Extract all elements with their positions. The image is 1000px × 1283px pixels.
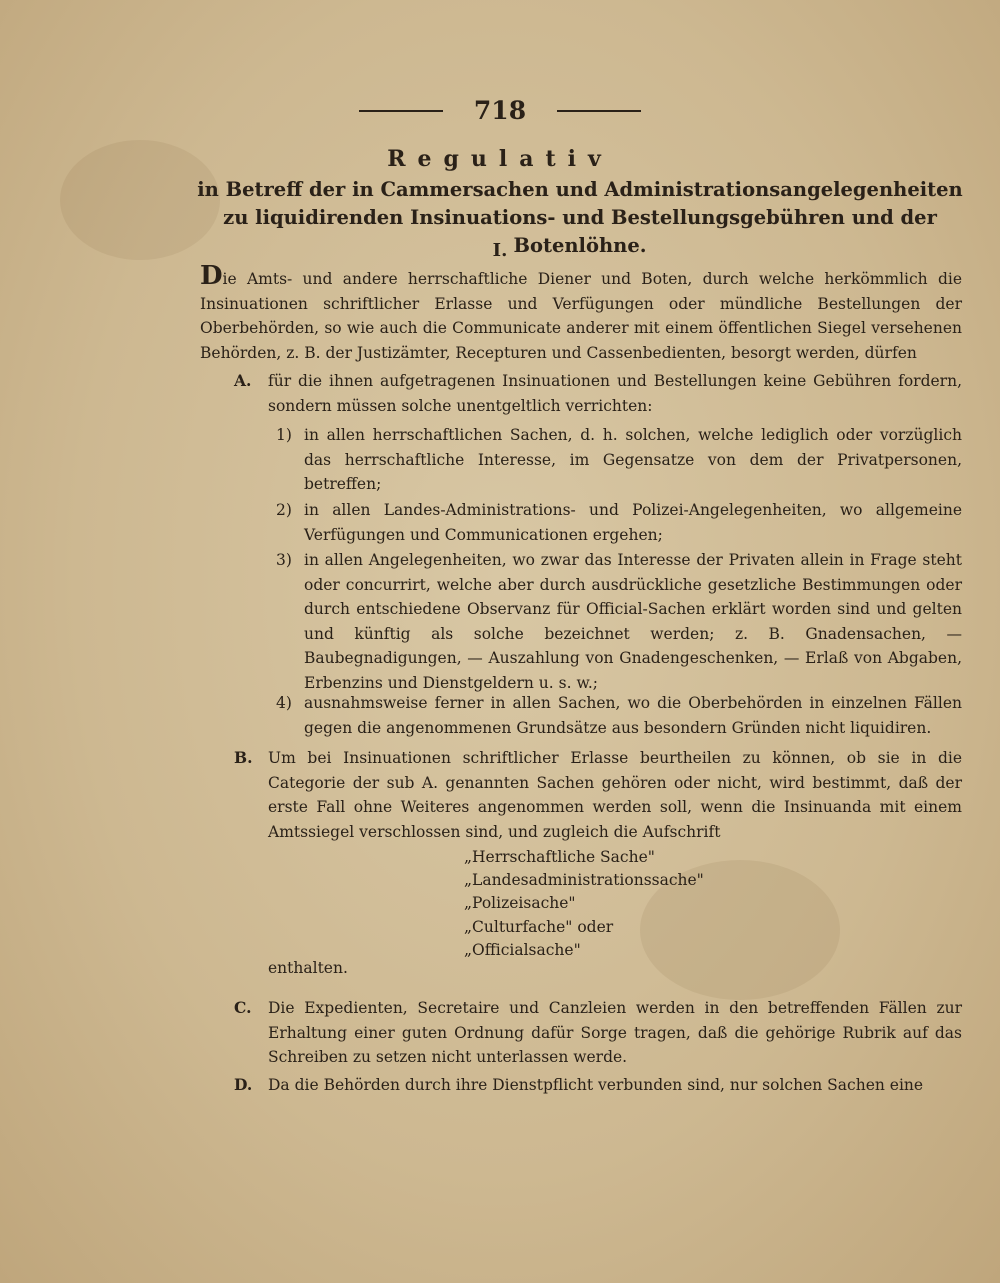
subitem-2-label: 2) (276, 501, 292, 519)
page-number: 718 (473, 96, 527, 125)
subitem-1-text: in allen herrschaftlichen Sachen, d. h. solchen, welche lediglich oder vorzüglich das herrschaftliche Interesse, im Gegensatze von dem der Privatpersonen, betreffen; (304, 426, 962, 494)
item-b-text: Um bei Insinuationen schriftlicher Erlasse beurtheilen zu können, ob sie in die Categorie der sub A. genannten Sachen gehören oder nicht, wird bestimmt, daß der erste Fall ohne Weiteres angenommen werden soll, wenn die Insinuanda mit einem Amtssiegel verschlossen sind, und zugleich die Aufschrift (268, 749, 962, 841)
header-rule-right (557, 110, 641, 112)
subitem-4-text: ausnahmsweise ferner in allen Sachen, wo die Oberbehörden in einzelnen Fällen gegen die angenommenen Grundsätze aus besondern Gründen nicht liquidiren. (304, 694, 962, 737)
rubric-item: „Polizeisache" (464, 894, 576, 913)
intro-paragraph (200, 261, 962, 365)
drop-cap: D (200, 261, 223, 291)
subitem-4-label: 4) (276, 694, 292, 712)
item-a-text: für die ihnen aufgetragenen Insinuationen und Bestellungen keine Gebühren fordern, sondern müssen solche unentgeltlich verrichten: (268, 372, 962, 415)
subitem-2-text: in allen Landes-Administrations- und Polizei-Angelegenheiten, wo allgemeine Verfügungen und Communicationen ergehen; (304, 501, 962, 544)
rubric-item: „Herrschaftliche Sache" (464, 848, 655, 866)
intro-text: ie Amts- und andere herrschaftliche Diener und Boten, durch welche herkömmlich die Insinuationen schriftlicher Erlasse und Verfügungen oder mündliche Bestellungen der Oberbehörden, so wie auch die Communicate anderer mit einem öffentlichen Siegel versehenen Behörden, z. B. der Justizämter, Recepturen und Cassenbedienten, besorgt werden, dürfen (200, 270, 962, 362)
item-c-text: Die Expedienten, Secretaire und Canzleien werden in den betreffenden Fällen zur Erhaltung einer guten Ordnung dafür Sorge tragen, daß die gehörige Rubrik auf das Schreiben zu setzen nicht unterlassen werde. (268, 999, 962, 1067)
page-header (0, 96, 1000, 125)
rubric-item: „Officialsache" (464, 940, 581, 959)
subitem-1-label: 1) (276, 426, 292, 444)
section-number: I. (492, 240, 508, 261)
rubric-item: „Culturfache" oder (464, 917, 614, 936)
item-b-label: B. (234, 748, 253, 767)
subitem-3-label: 3) (276, 551, 292, 569)
subitem-3-text: in allen Angelegenheiten, wo zwar das Interesse der Privaten allein in Frage steht oder concurrirt, welche aber durch ausdrückliche gesetzliche Bestimmungen oder durch entschiedene Observanz für Official-Sachen erklärt worden sind und gelten und künftig als solche bezeichnet werden; z. B. Gnadensachen, — Baubegnadigungen, — Auszahlung von Gnadengeschenken, — Erlaß von Abgaben, Erbenzins und Dienstgeldern u. s. w.; (304, 551, 962, 692)
rubric-item: „Landesadministrationssache" (464, 871, 704, 890)
rubric-list (464, 846, 704, 962)
item-d-text: Da die Behörden durch ihre Dienstpflicht verbunden sind, nur solchen Sachen eine (268, 1076, 924, 1094)
item-c-label: C. (234, 998, 252, 1017)
header-rule-left (359, 110, 443, 112)
item-d-label: D. (234, 1075, 253, 1094)
document-subtitle: in Betreff der in Cammersachen und Administrationsangelegenheiten zu liquidirenden Insinuations- und Bestellungsgebühren und der Botenlöhne. (197, 178, 963, 257)
document-title: Regulativ (387, 146, 613, 172)
item-a-label: A. (234, 371, 252, 390)
item-b-closing: enthalten. (268, 959, 348, 977)
